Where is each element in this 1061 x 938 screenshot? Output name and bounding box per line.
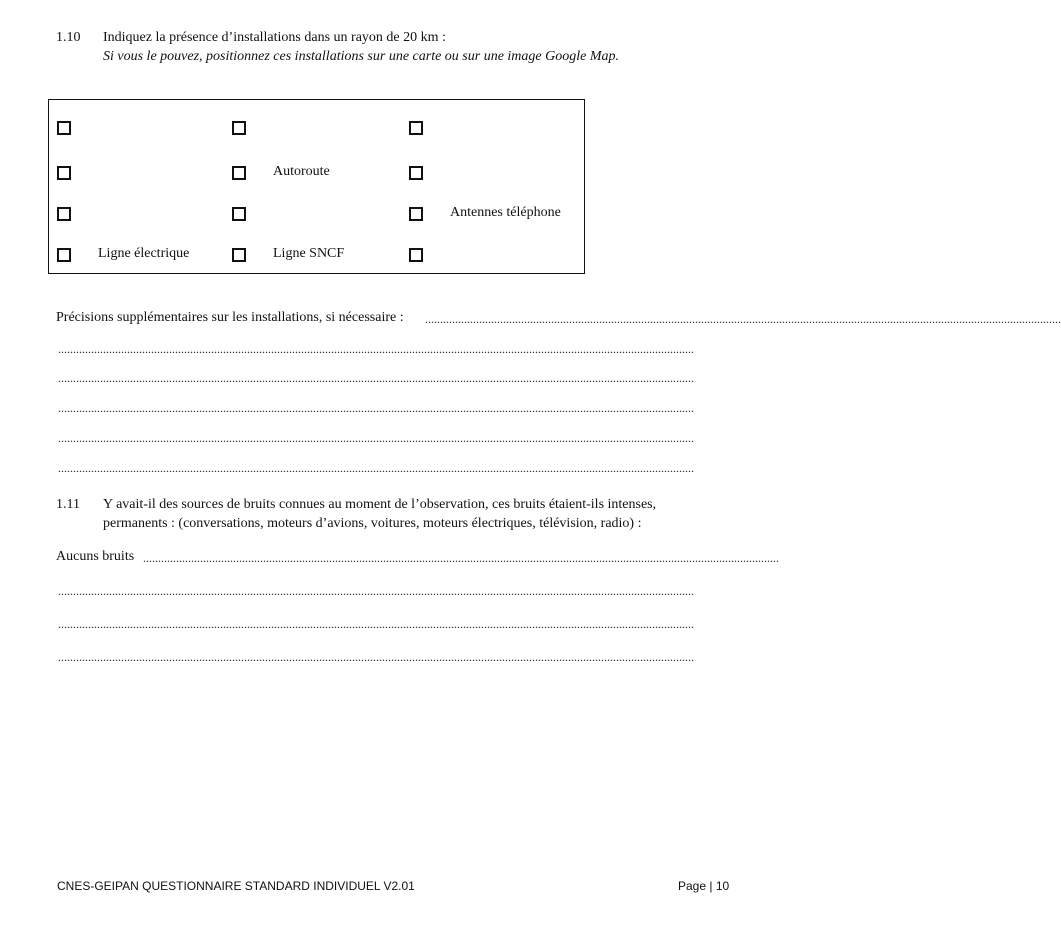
noise-answer-text: Aucuns bruits bbox=[56, 549, 135, 564]
footer-page-number bbox=[678, 879, 729, 893]
label-ligne-sncf: Ligne SNCF bbox=[273, 246, 345, 261]
checkbox-autoroute[interactable] bbox=[232, 166, 246, 180]
footer-page-value: 10 bbox=[715, 879, 730, 893]
noise-answer-line-2[interactable]: .................................................................................................................................................................................................................... bbox=[58, 617, 694, 631]
footer-separator: | bbox=[709, 879, 713, 893]
checkbox-antennes[interactable] bbox=[409, 207, 423, 221]
question-text-1-11-line1: Y avait-il des sources de bruits connues au moment de l’observation, ces bruits étaient-ils intenses, bbox=[103, 497, 657, 512]
noise-answer-line-0[interactable]: .................................................................................................................................................................................................................... bbox=[143, 551, 779, 565]
question-text-1-11-line2: permanents : (conversations, moteurs d’avions, voitures, moteurs électriques, télévision, radio) : bbox=[103, 516, 642, 531]
label-ligne-electrique: Ligne électrique bbox=[98, 246, 190, 261]
precisions-answer-line-5[interactable]: .................................................................................................................................................................................................................... bbox=[58, 461, 694, 475]
noise-answer-line-1[interactable]: .................................................................................................................................................................................................................... bbox=[58, 584, 694, 598]
precisions-label: Précisions supplémentaires sur les installations, si nécessaire : bbox=[56, 310, 404, 325]
label-antennes-telephone: Antennes téléphone bbox=[450, 205, 561, 220]
footer-page-label: Page bbox=[678, 879, 707, 893]
checkbox-row1-col3[interactable] bbox=[409, 121, 423, 135]
precisions-answer-line-4[interactable]: .................................................................................................................................................................................................................... bbox=[58, 431, 694, 445]
checkbox-ligne-electrique[interactable] bbox=[57, 248, 71, 262]
checkbox-row3-col1[interactable] bbox=[57, 207, 71, 221]
checkbox-row2-col3[interactable] bbox=[409, 166, 423, 180]
precisions-answer-line-0[interactable]: .................................................................................................................................................................................................................... bbox=[425, 312, 1061, 326]
question-number-1-10: 1.10 bbox=[56, 30, 81, 45]
footer-document-title: CNES-GEIPAN QUESTIONNAIRE STANDARD INDIVIDUEL V2.01 bbox=[57, 879, 415, 893]
label-autoroute: Autoroute bbox=[273, 164, 330, 179]
noise-answer-line-3[interactable]: .................................................................................................................................................................................................................... bbox=[58, 650, 694, 664]
checkbox-row2-col1[interactable] bbox=[57, 166, 71, 180]
checkbox-ligne-sncf[interactable] bbox=[232, 248, 246, 262]
precisions-answer-line-1[interactable]: .................................................................................................................................................................................................................... bbox=[58, 342, 694, 356]
checkbox-row3-col2[interactable] bbox=[232, 207, 246, 221]
question-title-1-10: Indiquez la présence d’installations dans un rayon de 20 km : bbox=[103, 30, 446, 45]
question-number-1-11: 1.11 bbox=[56, 497, 80, 512]
precisions-answer-line-3[interactable]: .................................................................................................................................................................................................................... bbox=[58, 401, 694, 415]
precisions-answer-line-2[interactable]: .................................................................................................................................................................................................................... bbox=[58, 371, 694, 385]
checkbox-row1-col1[interactable] bbox=[57, 121, 71, 135]
checkbox-row4-col3[interactable] bbox=[409, 248, 423, 262]
question-subtitle-1-10: Si vous le pouvez, positionnez ces installations sur une carte ou sur une image Google Map. bbox=[103, 49, 619, 64]
checkbox-row1-col2[interactable] bbox=[232, 121, 246, 135]
